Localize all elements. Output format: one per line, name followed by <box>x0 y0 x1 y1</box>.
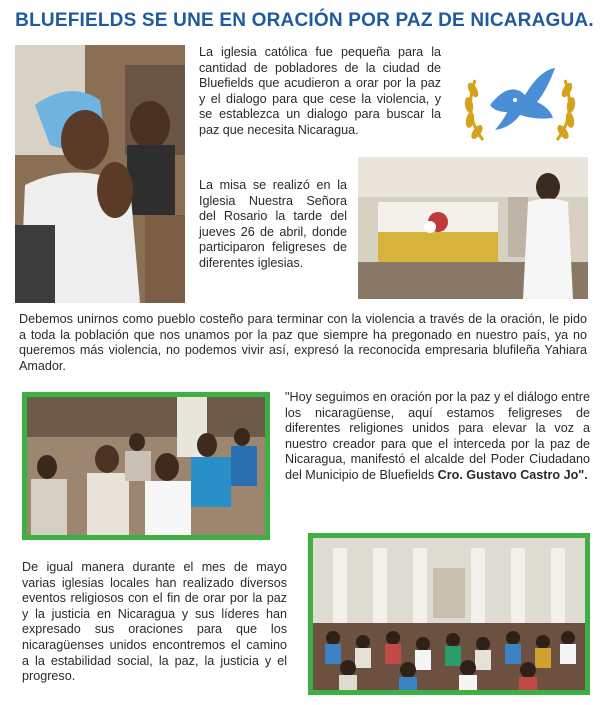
intro-paragraph: La iglesia católica fue pequeña para la cantidad de pobladores de la ciudad de Bluefields que acudieron a orar por la paz y el dialogo para que cese la violencia, y se establezca un dialogo para buscar la paz que necesita Nicaragua. <box>199 45 441 137</box>
quote-mayor-paragraph <box>285 390 590 484</box>
mass-paragraph: La misa se realizó en la Iglesia Nuestra Señora del Rosario la tarde del jueves 26 de abril, donde participaron feligreses de diferentes iglesias. <box>199 178 347 270</box>
peace-dove-laurel-icon <box>455 60 585 150</box>
page-title: BLUEFIELDS SE UNE EN ORACIÓN POR PAZ DE NICARAGUA. <box>15 10 594 31</box>
mayor-name: Cro. Gustavo Castro Jo". <box>437 467 588 482</box>
praying-woman-photo <box>15 45 185 303</box>
congregation-photo <box>22 392 270 540</box>
quote-yahiara-paragraph: Debemos unirnos como pueblo costeño para terminar con la violencia a través de la oración, le pido a toda la población que nos unamos por la paz que siempre ha pregonado en nuestro país, ya no queremos más violencia, no podemos vivir así, expresó la reconocida empresaria blufileña Yahiara Amador. <box>19 312 587 373</box>
altar-priest-photo <box>358 157 588 299</box>
quote-mayor-text: "Hoy seguimos en oración por la paz y el diálogo entre los nicaragüense, aquí estamos feligreses de diferentes religiones unidos para elevar la voz a nuestro creador para que el interceda por la paz de Nicaragua, manifestó el alcalde del Poder Ciudadano del Municipio de Bluefields <box>285 390 590 482</box>
church-interior-photo <box>308 533 590 695</box>
may-events-paragraph: De igual manera durante el mes de mayo varias iglesias locales han realizado diversos eventos religiosos con el fin de orar por la paz y la justicia en Nicaragua y sus líderes han expresado sus oraciones para que los nicaragüenses unidos encontremos el camino a la estabilidad social, la paz, la justicia y el progreso. <box>22 560 287 684</box>
